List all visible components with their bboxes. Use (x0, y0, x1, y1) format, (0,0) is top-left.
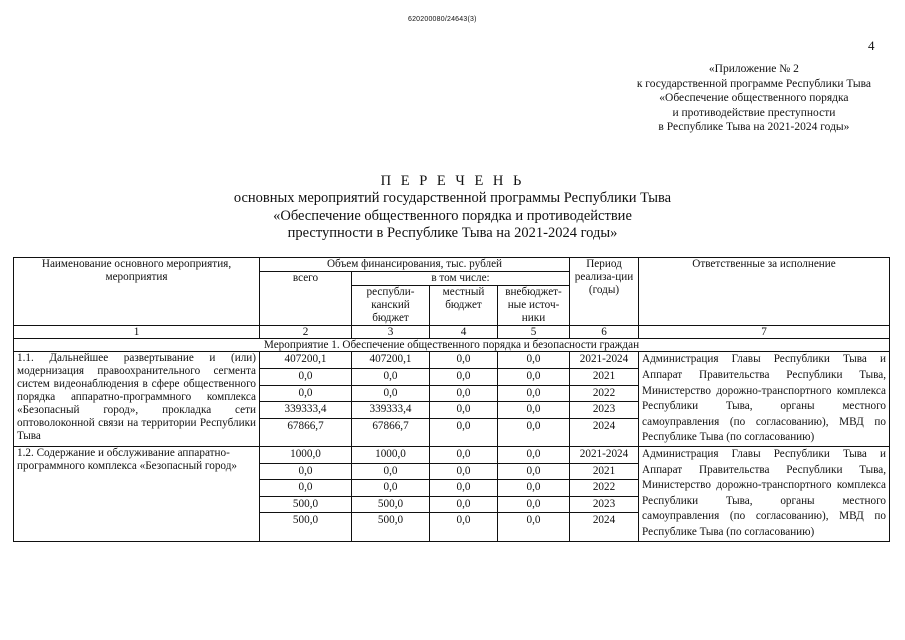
appendix-line: к государственной программе Республики Тыва (636, 77, 871, 90)
value: 339333,4 (352, 402, 429, 419)
value: 0,0 (352, 386, 429, 403)
period: 2021-2024 (570, 352, 638, 369)
extrabudget-values (498, 352, 570, 447)
value: 407200,1 (260, 352, 351, 369)
value: 0,0 (498, 352, 569, 369)
appendix-line: «Приложение № 2 (708, 63, 799, 75)
document-title (0, 172, 905, 243)
value: 0,0 (498, 480, 569, 497)
header-extrabudget: внебюджет-ные источ-ники (498, 285, 570, 325)
value: 67866,7 (287, 419, 324, 432)
total-values (260, 352, 352, 447)
value: 0,0 (526, 514, 541, 527)
republican-values (352, 352, 430, 447)
value: 0,0 (526, 419, 541, 432)
section-title: Мероприятие 1. Обеспечение общественного порядка и безопасности граждан (14, 338, 890, 352)
value: 0,0 (352, 464, 429, 481)
value: 500,0 (292, 514, 319, 527)
period-values (570, 447, 639, 542)
period: 2022 (570, 386, 638, 403)
title-heading: П Е Р Е Ч Е Н Ь (380, 173, 525, 189)
header-including: в том числе: (352, 271, 570, 285)
header-funding: Объем финансирования, тыс. рублей (260, 258, 570, 272)
value: 500,0 (260, 497, 351, 514)
measures-table (13, 257, 890, 542)
period: 2021-2024 (570, 447, 638, 464)
value: 0,0 (352, 480, 429, 497)
measure-name: 1.1. Дальнейшее развертывание и (или) модернизация правоохранительного сегмента систем видеонаблюдения в сфере общественного порядка аппаратно-программного комплекса «Безопасный город», прокладка сети оптоволоконной связи на территории Республики Тыва (14, 352, 260, 447)
value: 0,0 (456, 514, 471, 527)
value: 339333,4 (260, 402, 351, 419)
period-values (570, 352, 639, 447)
responsible: Администрация Главы Республики Тыва и Аппарат Правительства Республики Тыва, Министерство дорожно-транспортного комплекса Республики Тыва, органы местного самоуправления (по согласованию), МВД по Республике Тыва (по согласованию) (639, 447, 890, 542)
header-name: Наименование основного мероприятия, мероприятия (14, 258, 260, 326)
value: 0,0 (430, 464, 497, 481)
column-number: 6 (570, 325, 639, 338)
column-number: 5 (498, 325, 570, 338)
responsible: Администрация Главы Республики Тыва и Аппарат Правительства Республики Тыва, Министерство дорожно-транспортного комплекса Республики Тыва, органы местного самоуправления (по согласованию), МВД по Республике Тыва (по согласованию) (639, 352, 890, 447)
page-number: 4 (868, 38, 875, 53)
document-id: 620200080/24643(3) (408, 16, 477, 23)
table-row (14, 352, 890, 447)
header-responsible: Ответственные за исполнение (639, 258, 890, 326)
value: 0,0 (352, 369, 429, 386)
period: 2023 (570, 402, 638, 419)
period: 2024 (592, 514, 616, 527)
table-row (14, 447, 890, 542)
value: 1000,0 (260, 447, 351, 464)
total-values (260, 447, 352, 542)
appendix-note (637, 62, 871, 135)
measure-name: 1.2. Содержание и обслуживание аппаратно-программного комплекса «Безопасный город» (14, 447, 260, 542)
header-local: местный бюджет (430, 285, 498, 325)
value: 0,0 (430, 480, 497, 497)
republican-values (352, 447, 430, 542)
value: 0,0 (498, 497, 569, 514)
value: 0,0 (430, 497, 497, 514)
period: 2021 (570, 464, 638, 481)
value: 0,0 (498, 369, 569, 386)
value: 1000,0 (352, 447, 429, 464)
column-number: 2 (260, 325, 352, 338)
title-line: основных мероприятий государственной программы Республики Тыва (233, 190, 672, 206)
value: 0,0 (498, 464, 569, 481)
value: 0,0 (260, 369, 351, 386)
appendix-line: и противодействие преступности (672, 106, 836, 119)
value: 0,0 (430, 402, 497, 419)
value: 0,0 (430, 369, 497, 386)
local-values (430, 352, 498, 447)
value: 67866,7 (372, 419, 409, 432)
value: 0,0 (430, 352, 497, 369)
value: 0,0 (430, 386, 497, 403)
header-period: Период реализа-ции (годы) (570, 258, 639, 326)
value: 0,0 (498, 402, 569, 419)
value: 0,0 (430, 447, 497, 464)
header-republican: республи-канский бюджет (352, 285, 430, 325)
period: 2021 (570, 369, 638, 386)
title-line: «Обеспечение общественного порядка и противодействие (273, 207, 632, 224)
value: 0,0 (260, 386, 351, 403)
column-number: 3 (352, 325, 430, 338)
local-values (430, 447, 498, 542)
appendix-line: в Республике Тыва на 2021-2024 годы» (658, 121, 850, 133)
column-number: 7 (639, 325, 890, 338)
value: 0,0 (498, 447, 569, 464)
column-number: 1 (14, 325, 260, 338)
value: 0,0 (498, 386, 569, 403)
value: 407200,1 (352, 352, 429, 369)
extrabudget-values (498, 447, 570, 542)
value: 0,0 (260, 464, 351, 481)
title-line: преступности в Республике Тыва на 2021-2024 годы» (287, 225, 618, 241)
value: 500,0 (377, 514, 404, 527)
period: 2022 (570, 480, 638, 497)
column-number: 4 (430, 325, 498, 338)
value: 500,0 (352, 497, 429, 514)
period: 2024 (592, 419, 616, 432)
value: 0,0 (260, 480, 351, 497)
appendix-line: «Обеспечение общественного порядка (659, 92, 849, 104)
header-total: всего (260, 271, 352, 325)
period: 2023 (570, 497, 638, 514)
value: 0,0 (456, 419, 471, 432)
